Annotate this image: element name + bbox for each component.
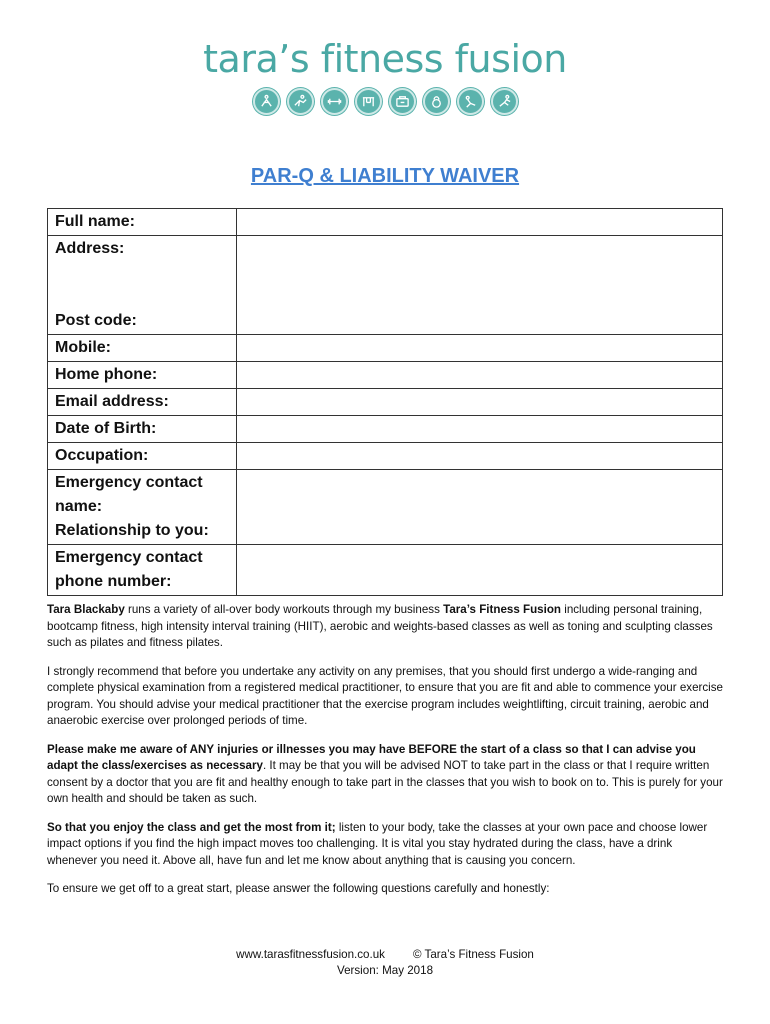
emergency-phone-label-2: phone number:	[55, 573, 172, 590]
page-footer	[0, 947, 770, 979]
table-row	[48, 416, 723, 443]
mobile-field[interactable]	[237, 335, 723, 362]
intro-text-a: runs a variety of all-over body workouts through my business	[124, 603, 444, 616]
address-field[interactable]	[237, 236, 723, 335]
post-code-label: Post code:	[55, 312, 137, 329]
brand-name: tara’s fitness fusion	[203, 37, 567, 81]
field-label-address	[48, 236, 237, 335]
intro-text-b: including personal training, bootcamp fitness, high intensity interval training (HIIT), aerobic and weights-based classes as well as toning and sculpting classes such as pilates and fitness pilates.	[47, 603, 713, 649]
email-field[interactable]	[237, 389, 723, 416]
field-label-dob: Date of Birth:	[48, 416, 237, 443]
owner-name: Tara Blackaby	[47, 603, 125, 616]
medical-paragraph: I strongly recommend that before you undertake any activity on any premises, that you should first undergo a wide-ranging and complete physical examination from a registered medical practitioner, to ensure that you are fit and able to commence your exercise program. You should advise your medical practitioner that the exercise program includes weightlifting, circuit training, aerobic and anaerobic exercise over prolonged periods of time.	[47, 664, 723, 727]
field-label-email: Email address:	[48, 389, 237, 416]
emergency-name-label-2: name:	[55, 498, 103, 515]
enjoy-notice: So that you enjoy the class and get the most from it;	[47, 820, 336, 834]
hiit-icon	[355, 88, 382, 115]
home-phone-field[interactable]	[237, 362, 723, 389]
injury-notice: Please make me aware of ANY injuries or illnesses you may have BEFORE the start of a class so that I can advise you adapt the class/exercises as necessary	[47, 742, 696, 772]
injury-text: . It may be that you will be advised NOT to take part in the class or that I require written consent by a doctor that you are fit and healthy enough to take part in the classes that you wish to book on to. This is purely for your own health and should be taken as such.	[47, 759, 723, 805]
table-row	[48, 389, 723, 416]
brand-icon-row	[0, 88, 770, 115]
dob-field[interactable]	[237, 416, 723, 443]
relationship-label: Relationship to you:	[55, 522, 209, 539]
footer-version: Version: May 2018	[336, 964, 434, 977]
questions-intro: To ensure we get off to a great start, please answer the following questions carefully and honestly:	[47, 882, 550, 895]
kettlebell-icon	[423, 88, 450, 115]
emergency-name-label-1: Emergency contact	[55, 474, 203, 491]
table-row	[48, 362, 723, 389]
stretch-icon	[491, 88, 518, 115]
business-name: Tara’s Fitness Fusion	[443, 603, 562, 616]
personal-details-table	[47, 208, 723, 596]
boxing-icon	[389, 88, 416, 115]
intro-paragraph	[47, 602, 723, 652]
emergency-contact-field[interactable]	[237, 470, 723, 545]
enjoy-text: listen to your body, take the classes at your own pace and choose lower impact options if you find the high impact moves too challenging. It is vital you stay hydrated during the class, have a drink whenever you need it. Above all, have fun and let me know about anything that is causing you concern.	[47, 820, 708, 867]
address-label: Address:	[55, 240, 125, 257]
emergency-phone-field[interactable]	[237, 545, 723, 596]
occupation-field[interactable]	[237, 443, 723, 470]
weights-icon	[321, 88, 348, 115]
waiver-body	[47, 602, 723, 910]
pilates-icon	[457, 88, 484, 115]
field-label-mobile: Mobile:	[48, 335, 237, 362]
bootcamp-icon	[287, 88, 314, 115]
full-name-field[interactable]	[237, 209, 723, 236]
enjoy-paragraph	[47, 820, 723, 870]
table-row	[48, 209, 723, 236]
field-label-emergency-phone	[48, 545, 237, 596]
page-title: PAR-Q & LIABILITY WAIVER	[250, 165, 520, 187]
field-label-home-phone: Home phone:	[48, 362, 237, 389]
injury-paragraph	[47, 742, 723, 808]
footer-website[interactable]: www.tarasfitnessfusion.co.uk	[236, 948, 385, 961]
brand-logo	[0, 38, 770, 115]
table-row	[48, 470, 723, 545]
table-row	[48, 443, 723, 470]
field-label-occupation: Occupation:	[48, 443, 237, 470]
table-row	[48, 335, 723, 362]
field-label-full-name: Full name:	[48, 209, 237, 236]
table-row	[48, 545, 723, 596]
yoga-icon	[253, 88, 280, 115]
emergency-phone-label-1: Emergency contact	[55, 549, 203, 566]
field-label-emergency-contact	[48, 470, 237, 545]
table-row	[48, 236, 723, 335]
footer-copyright: © Tara’s Fitness Fusion	[412, 948, 534, 961]
